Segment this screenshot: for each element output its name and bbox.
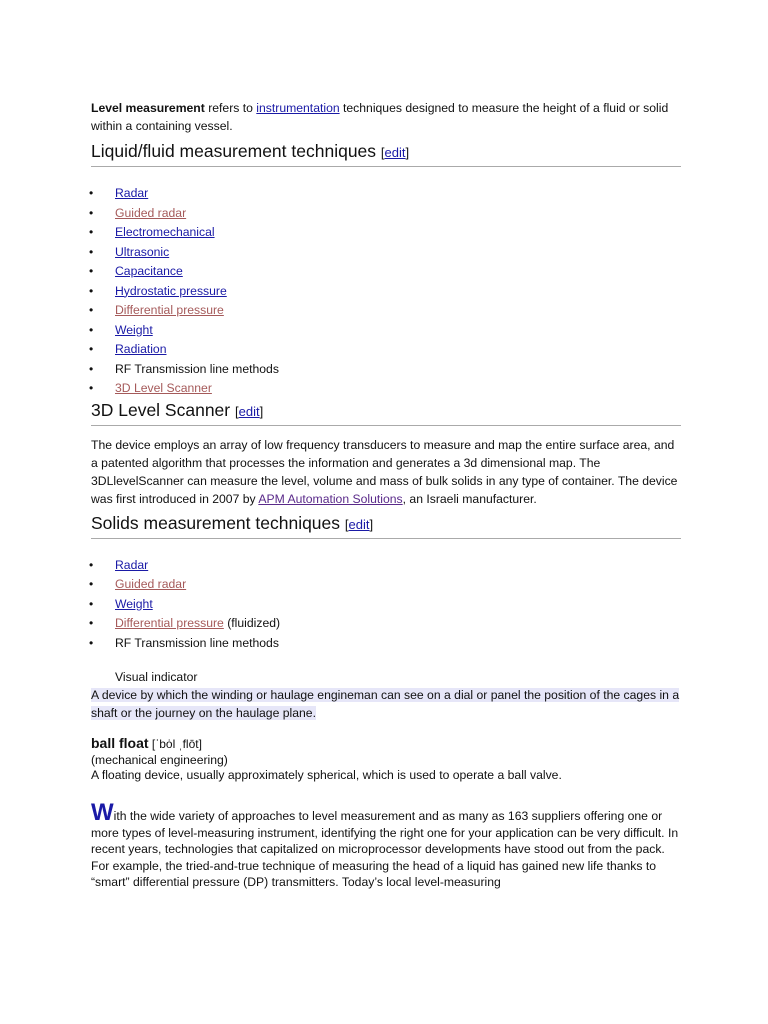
list-item	[91, 340, 681, 360]
list-item	[91, 301, 681, 321]
ball-float-heading	[91, 734, 681, 753]
list-item	[91, 204, 681, 224]
liquid-item-weight[interactable]: Weight	[115, 322, 153, 337]
article	[91, 99, 681, 891]
list-item	[91, 556, 681, 576]
liquid-item-hydrostatic-pressure[interactable]: Hydrostatic pressure	[115, 283, 227, 298]
edit-link-wrapper: [edit]	[235, 403, 264, 419]
liquid-item-capacitance[interactable]: Capacitance	[115, 264, 183, 278]
liquid-item-ultrasonic[interactable]: Ultrasonic	[115, 244, 170, 259]
scanner-section-title: 3D Level Scanner	[91, 399, 231, 420]
liquid-item-3d-level-scanner[interactable]: 3D Level Scanner	[115, 381, 212, 395]
edit-link-wrapper: [edit]	[380, 145, 410, 160]
instrumentation-link[interactable]: instrumentation	[256, 101, 340, 115]
liquid-item-radar[interactable]: Radar	[115, 186, 149, 200]
liquid-section-title: Liquid/fluid measurement techniques	[91, 141, 377, 161]
list-item	[91, 634, 681, 654]
dropcap-letter: W	[91, 799, 114, 826]
edit-link-wrapper: [edit]	[344, 516, 374, 532]
solids-item-weight[interactable]: Weight	[115, 596, 153, 611]
list-item	[91, 614, 681, 634]
liquid-item-differential-pressure[interactable]: Differential pressure	[115, 303, 224, 317]
intro-paragraph	[91, 99, 681, 135]
liquid-item-radiation[interactable]: Radiation	[115, 342, 167, 356]
scanner-text-end: , an Israeli manufacturer.	[402, 491, 537, 506]
solids-item-guided-radar[interactable]: Guided radar	[115, 577, 187, 591]
solids-section-title: Solids measurement techniques	[91, 512, 341, 533]
scanner-section-heading	[91, 399, 681, 426]
list-item	[91, 321, 681, 341]
ball-float-pronunciation: [ˈbȯl ˌflōt]	[148, 737, 202, 751]
closing-text: ith the wide variety of approaches to level measurement and as many as 163 suppliers offering one or more types of level-measuring instrument, identifying the right one for your application can be very difficult. In recent years, technologies that capitalized on microprocessor developments have stood out from the pack. For example, the tried-and-true technique of measuring the head of a liquid has gained new life thanks to “smart” differential pressure (DP) transmitters. Today’s local level-measuring	[91, 809, 679, 889]
solids-item-rf-transmission-line-methods: RF Transmission line methods	[115, 635, 279, 650]
list-item	[91, 243, 681, 263]
scanner-text: The device employs an array of low frequency transducers to measure and map the entire surface area, and a patented algorithm that processes the information and generates a 3d dimensional map. The 3DLlevelScanner can measure the level, volume and mass of bulk solids in any type of container. The device was first introduced in 2007 by	[91, 437, 678, 506]
closing-paragraph	[91, 799, 681, 891]
intro-text-end: techniques designed to measure the height of a fluid or solid within a containing vessel.	[91, 101, 669, 133]
liquid-edit-link[interactable]: edit	[384, 145, 406, 160]
list-item	[91, 595, 681, 615]
visual-indicator-definition	[91, 686, 681, 722]
visual-indicator-text: A device by which the winding or haulage engineman can see on a dial or panel the position of the cages in a shaft or the journey on the haulage plane.	[91, 688, 680, 720]
solids-section-heading	[91, 512, 681, 539]
scanner-edit-link[interactable]: edit	[238, 403, 260, 419]
list-item	[91, 262, 681, 282]
scanner-paragraph	[91, 436, 681, 508]
solids-item-differential-pressure[interactable]: Differential pressure	[115, 616, 224, 630]
intro-text: refers to	[204, 101, 257, 115]
list-item	[91, 223, 681, 243]
visual-indicator-heading: Visual indicator	[115, 670, 198, 684]
apm-link[interactable]: APM Automation Solutions	[258, 491, 403, 506]
solids-edit-link[interactable]: edit	[348, 516, 370, 532]
list-item	[91, 282, 681, 302]
liquid-item-electromechanical[interactable]: Electromechanical	[115, 225, 215, 239]
liquid-item-guided-radar[interactable]: Guided radar	[115, 205, 187, 220]
solids-item-radar[interactable]: Radar	[115, 557, 149, 572]
ball-float-term: ball float	[91, 735, 149, 751]
liquid-techniques-list	[91, 184, 681, 399]
ball-float-definition: A floating device, usually approximately spherical, which is used to operate a ball valve.	[91, 768, 562, 782]
list-item	[91, 379, 681, 399]
intro-term: Level measurement	[91, 101, 205, 115]
liquid-item-rf-transmission-line-methods: RF Transmission line methods	[115, 361, 279, 376]
list-item-suffix: (fluidized)	[223, 616, 281, 630]
liquid-section-heading	[91, 140, 681, 167]
list-item	[91, 184, 681, 204]
ball-float-field: (mechanical engineering)	[91, 753, 228, 767]
list-item	[91, 360, 681, 380]
solids-techniques-list	[91, 556, 681, 654]
list-item	[91, 575, 681, 595]
